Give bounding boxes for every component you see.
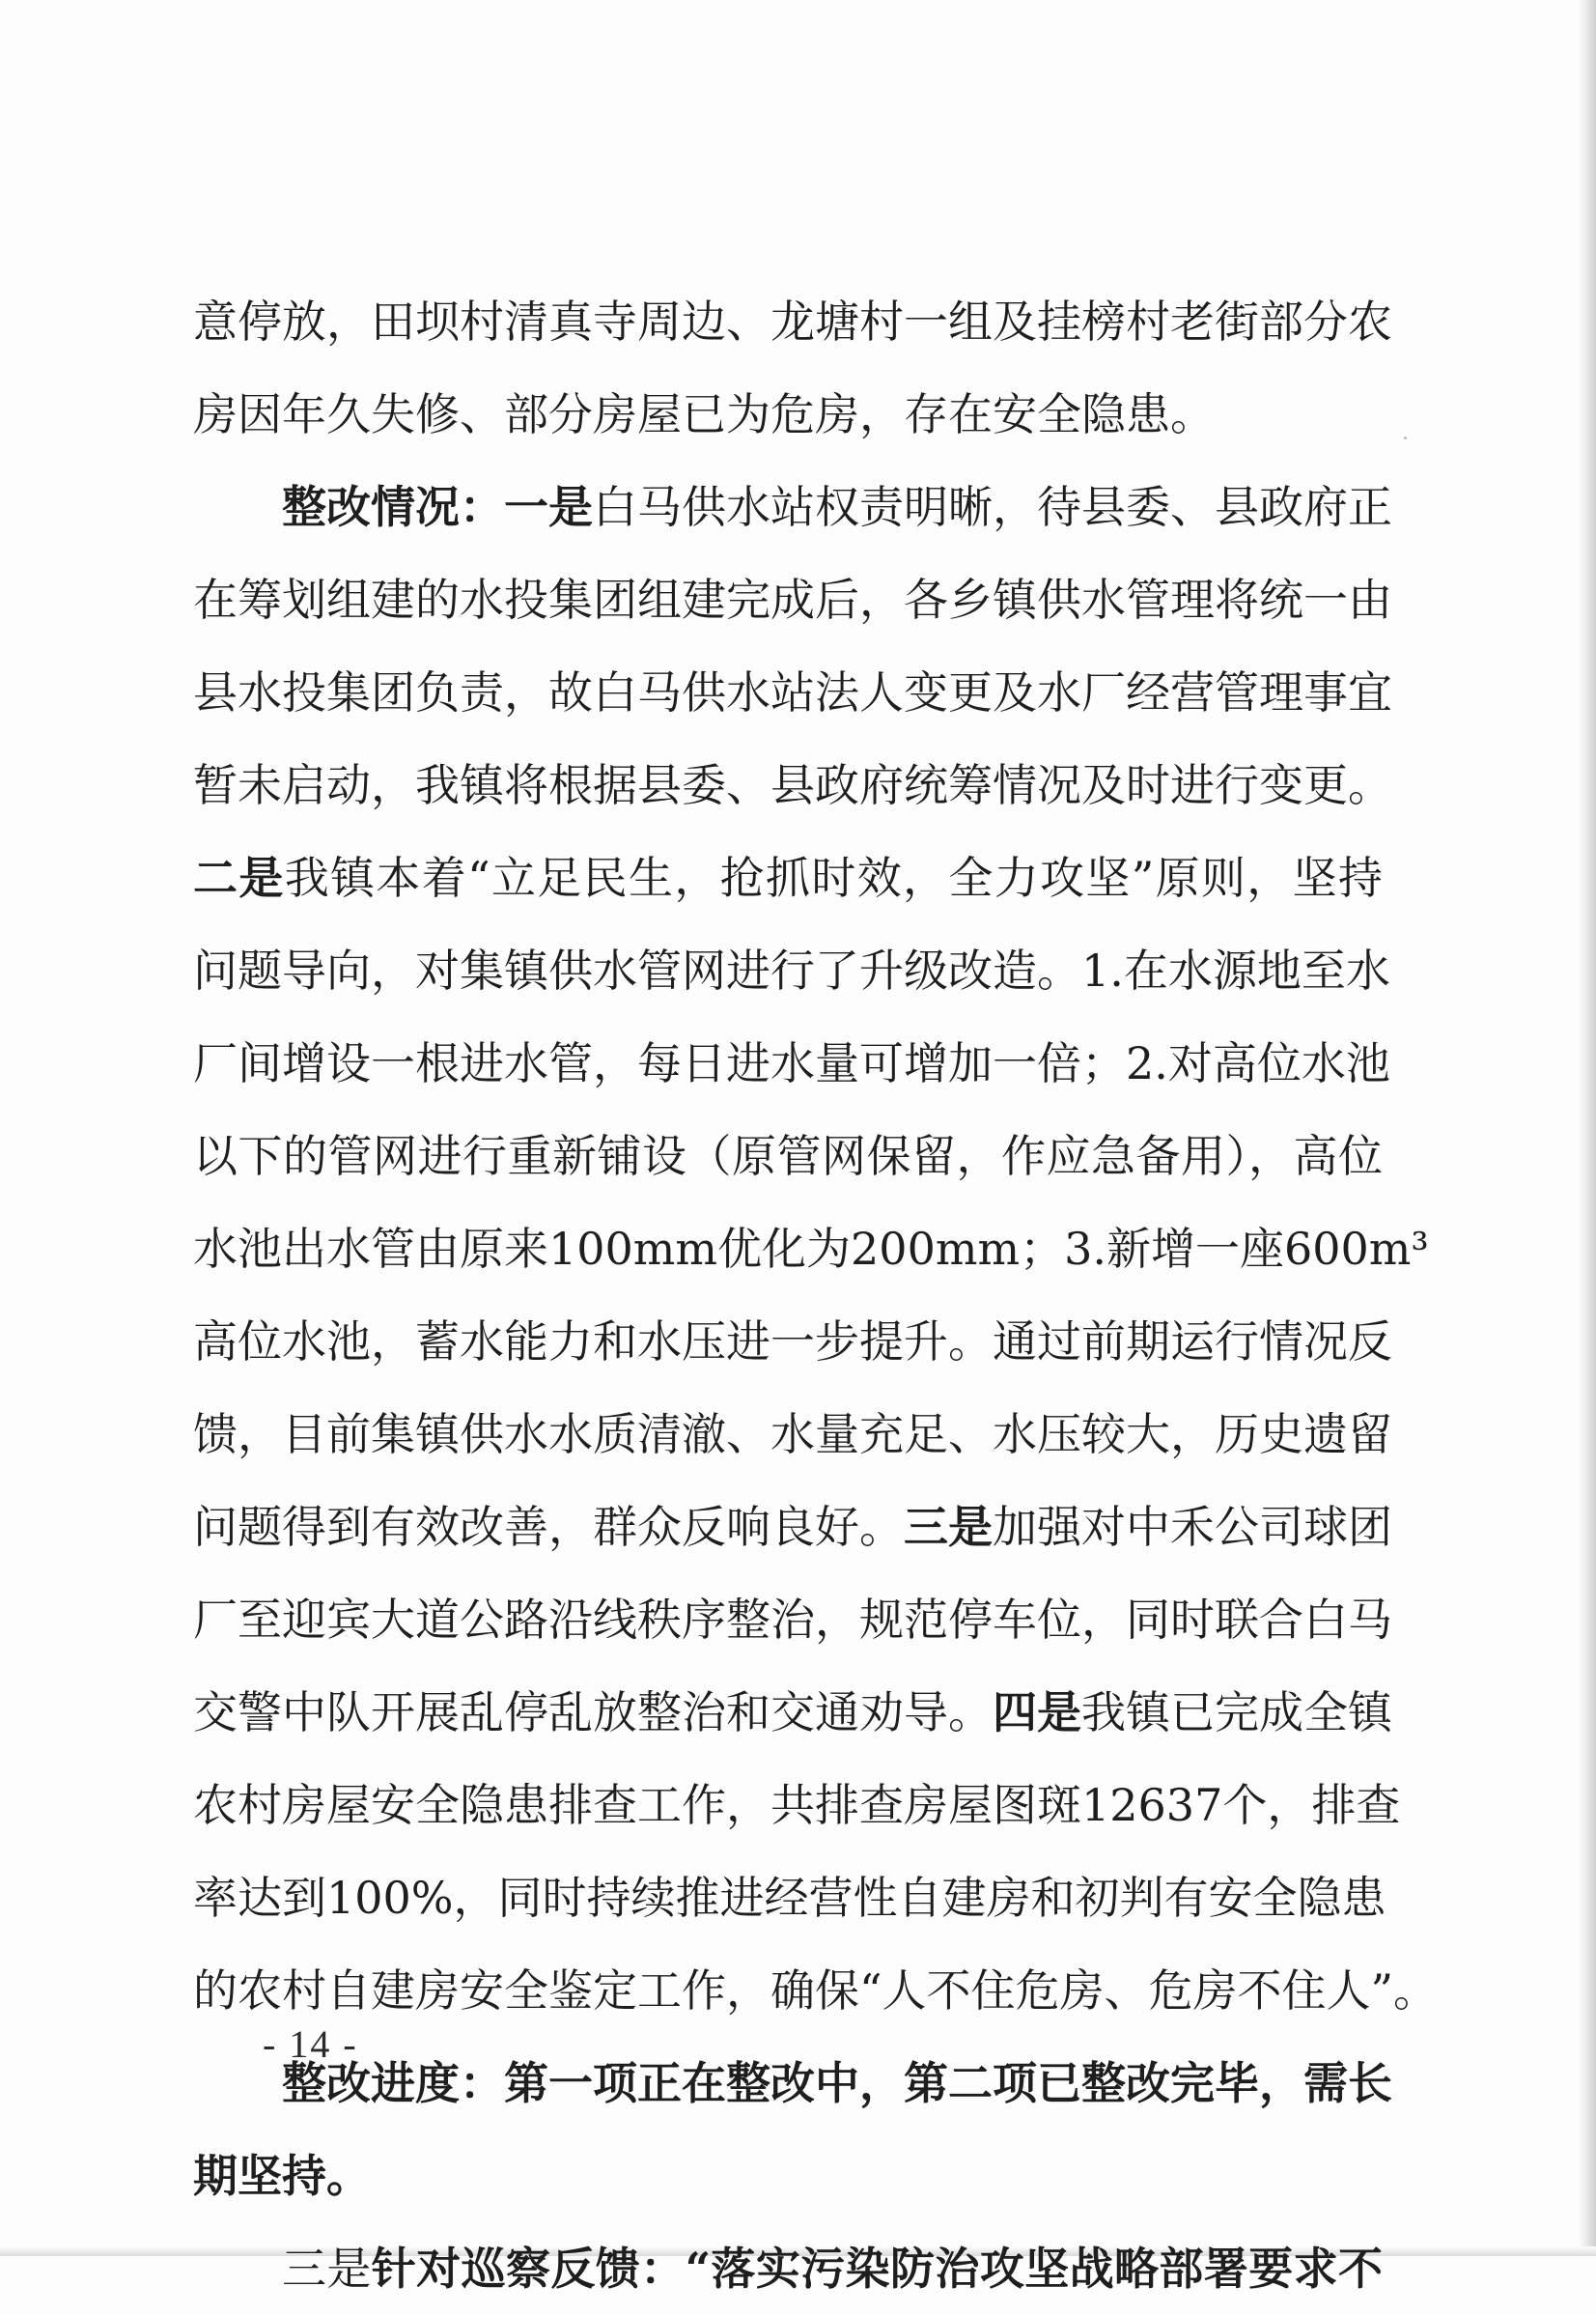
paragraph-line: 厂至迎宾大道公路沿线秩序整治，规范停车位，同时联合白马: [193, 1594, 1392, 1646]
paragraph-line: [193, 2222, 1383, 2315]
progress-heading-line: 整改进度：第一项正在整改中，第二项已整改完毕，需长: [282, 2057, 1392, 2109]
point-label: 一是: [504, 481, 593, 533]
paragraph-text: 我镇已完成全镇: [1081, 1686, 1392, 1738]
point-label: 四是: [993, 1686, 1081, 1738]
point-label: 二是: [193, 852, 285, 904]
scan-speck: [1404, 437, 1407, 439]
paragraph-line: [193, 832, 1383, 924]
paragraph-text: 白马供水站权责明晰，待县委、县政府正: [593, 481, 1392, 533]
page-edge-shadow: [1579, 0, 1596, 2256]
paragraph-line: 以下的管网进行重新铺设（原管网保留，作应急备用），高位: [193, 1130, 1383, 1182]
paragraph-line: 县水投集团负责，故白马供水站法人变更及水厂经营管理事宜: [193, 666, 1392, 719]
document-body: [193, 275, 1439, 2315]
paragraph-text: 针对巡察反馈：“落实污染防治攻坚战略部署要求不: [371, 2243, 1383, 2295]
paragraph-line: 暂未启动，我镇将根据县委、县政府统筹情况及时进行变更。: [193, 759, 1392, 811]
paragraph-line: 意停放，田坝村清真寺周边、龙塘村一组及挂榜村老街部分农: [193, 296, 1392, 348]
paragraph-line: 农村房屋安全隐患排查工作，共排查房屋图斑12637个，排查: [193, 1779, 1401, 1831]
paragraph-line: 馈，目前集镇供水水质清澈、水量充足、水压较大，历史遗留: [193, 1408, 1392, 1460]
paragraph-line: [193, 1666, 1392, 1759]
paragraph-text: 加强对中禾公司球团: [993, 1501, 1392, 1553]
paragraph-text: 交警中队开展乱停乱放整治和交通劝导。: [193, 1686, 993, 1738]
point-label: 三是: [282, 2243, 372, 2295]
paragraph-line: 水池出水管由原来100mm优化为200mm；3.新增一座600m³: [193, 1223, 1429, 1275]
paragraph-line: [193, 1481, 1392, 1573]
paragraph-line: 的农村自建房安全鉴定工作，确保“人不住危房、危房不住人”。: [193, 1964, 1439, 2017]
progress-heading-line: 期坚持。: [193, 2150, 371, 2202]
paragraph-text: 我镇本着“立足民生，抢抓时效，全力攻坚”原则，坚持: [284, 852, 1384, 904]
point-label: 三是: [904, 1501, 993, 1553]
paragraph-line: 高位水池，蓄水能力和水压进一步提升。通过前期运行情况反: [193, 1315, 1392, 1368]
paragraph-line: 在筹划组建的水投集团组建完成后，各乡镇供水管理将统一由: [193, 574, 1392, 626]
paragraph-text: 问题得到有效改善，群众反响良好。: [193, 1501, 904, 1553]
page-number: - 14 -: [263, 2022, 358, 2066]
paragraph-line: 房因年久失修、部分房屋已为危房，存在安全隐患。: [193, 388, 1215, 440]
paragraph-line: [193, 461, 1392, 553]
paragraph-line: 厂间增设一根进水管，每日进水量可增加一倍；2.对高位水池: [193, 1037, 1390, 1089]
section-heading: 整改情况：: [282, 481, 504, 533]
paragraph-line: 率达到100%，同时持续推进经营性自建房和初判有安全隐患: [193, 1872, 1386, 1924]
paragraph-line: 问题导向，对集镇供水管网进行了升级改造。1.在水源地至水: [193, 945, 1390, 997]
